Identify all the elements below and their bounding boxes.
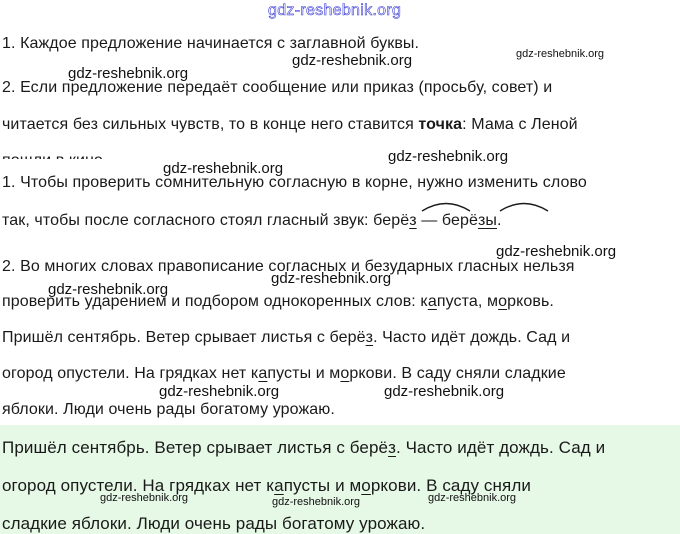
text-line-2 — [2, 365, 566, 383]
watermark: gdz-reshebnik.org — [48, 281, 169, 298]
period: . — [497, 212, 502, 229]
text-line-2-letter-1: а — [258, 365, 268, 382]
rule-2-text-2a: читается без сильных чувств, то в конце него ставится — [2, 116, 419, 133]
watermark: gdz-reshebnik.org — [163, 160, 284, 177]
rule-3-line-1 — [2, 174, 587, 192]
example-word-2-root: берё — [441, 212, 478, 229]
watermark: gdz-reshebnik.org — [388, 148, 509, 165]
rule-3-text-1: 1. Чтобы проверить сомнительную согласную в корне, нужно изменить слово — [2, 174, 587, 191]
root-arc-1-icon — [420, 200, 472, 212]
rule-2-line-2 — [2, 116, 578, 134]
text-line-3 — [2, 401, 335, 419]
answer-line-2c: ркови. В саду сняли — [370, 476, 531, 495]
example-word-2-ending: ы — [485, 212, 498, 229]
text-line-2b: пусты и м — [267, 365, 341, 382]
answer-line-1b: . Часто идёт дождь. Сад и — [395, 438, 606, 457]
example-word-1 — [373, 212, 417, 229]
answer-line-2a: огород опустели. На грядках нет к — [2, 476, 275, 495]
rule-1-line — [2, 35, 419, 53]
rule-2-text-1: 2. Если предложение передаёт сообщение или приказ (просьбу, совет) и — [2, 79, 553, 96]
rule-2-bold-word: точка — [418, 116, 463, 133]
text-line-1a: Пришёл сентябрь. Ветер срывает листья с берё — [2, 329, 366, 346]
answer-line-3 — [2, 514, 425, 534]
watermark: gdz-reshebnik.org — [272, 496, 361, 508]
answer-line-2-letter-2: о — [361, 476, 371, 495]
rule-4-letter-1: а — [427, 293, 437, 310]
example-word-1-letter: з — [409, 212, 417, 229]
watermark-top: gdz-reshebnik.org — [268, 2, 402, 19]
rule-2-text-2b: : Мама с Леной — [462, 116, 578, 133]
dash: — — [416, 212, 442, 229]
watermark: gdz-reshebnik.org — [496, 243, 617, 260]
watermark: gdz-reshebnik.org — [292, 52, 413, 69]
line-cutoff — [0, 159, 680, 165]
rule-1-text: 1. Каждое предложение начинается с заглавной буквы. — [2, 35, 420, 52]
example-word-1-root: берё — [373, 212, 410, 229]
text-line-1b: . Часто идёт дождь. Сад и — [373, 329, 571, 346]
watermark: gdz-reshebnik.org — [516, 48, 605, 60]
text-line-2-letter-2: о — [340, 365, 350, 382]
example-word-2 — [442, 212, 497, 229]
answer-line-1a: Пришёл сентябрь. Ветер срывает листья с берё — [2, 438, 389, 457]
text-line-2a: огород опустели. На грядках нет к — [2, 365, 259, 382]
watermark: gdz-reshebnik.org — [68, 65, 189, 82]
rule-3-line-2 — [2, 212, 502, 230]
rule-4-text-1: 2. Во многих словах правописание согласных и безударных гласных нельзя — [2, 258, 575, 275]
answer-line-2-letter-1: а — [274, 476, 284, 495]
text-line-3-text: яблоки. Люди очень рады богатому урожаю. — [2, 401, 335, 418]
example-word-2-letter: з — [477, 212, 486, 229]
answer-line-1 — [2, 438, 605, 458]
watermark: gdz-reshebnik.org — [100, 492, 189, 504]
answer-line-2b: пусты и м — [283, 476, 362, 495]
text-line-2c: ркови. В саду сняли сладкие — [349, 365, 566, 382]
rule-4-text-2c: рковь. — [507, 293, 554, 310]
rule-4-letter-2: о — [498, 293, 508, 310]
rule-4-text-2b: пуста, м — [436, 293, 499, 310]
watermark: gdz-reshebnik.org — [159, 383, 280, 400]
root-arc-2-icon — [498, 200, 550, 212]
answer-line-3-text: сладкие яблоки. Люди очень рады богатому урожаю. — [2, 514, 426, 533]
watermark: gdz-reshebnik.org — [428, 492, 517, 504]
text-line-1 — [2, 329, 570, 347]
rule-3-text-2a: так, чтобы после согласного стоял гласный звук: — [2, 212, 374, 229]
rule-4-text-2a: проверить ударением и подбором однокоренных слов: к — [2, 293, 428, 310]
watermark: gdz-reshebnik.org — [384, 383, 505, 400]
text-line-1-letter: з — [365, 329, 374, 346]
answer-line-1-letter: з — [388, 438, 396, 457]
watermark: gdz-reshebnik.org — [271, 270, 392, 287]
